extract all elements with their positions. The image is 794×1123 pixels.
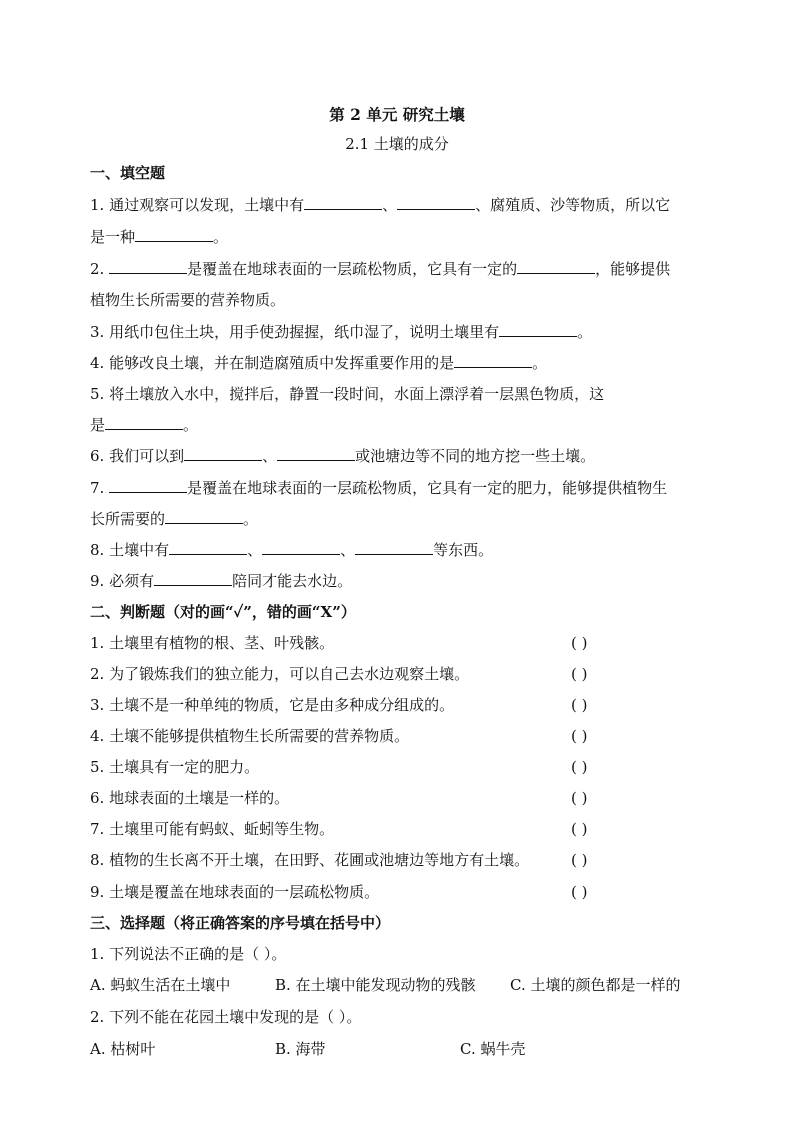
answer-parentheses[interactable]: ( ) [571,851,588,869]
answer-blank[interactable] [277,446,355,461]
choice-option-b[interactable]: B. 在土壤中能发现动物的残骸 [275,976,476,994]
fill-question-6: 6. 我们可以到 、 或池塘边等不同的地方挖一些土壤。 [90,447,596,465]
answer-parentheses[interactable]: ( ) [571,665,588,683]
answer-parentheses[interactable]: ( ) [571,696,588,714]
judge-item-3: 3. 土壤不是一种单纯的物质，它是由多种成分组成的。 [90,696,455,714]
choice-option-a[interactable]: A. 蚂蚁生活在土壤中 [90,976,231,994]
answer-blank[interactable] [169,540,247,555]
fill-question-2: 2. 是覆盖在地球表面的一层疏松物质，它具有一定的 ，能够提供 [90,260,671,278]
section-heading-multiple-choice: 三、选择题（将正确答案的序号填在括号中） [90,914,391,932]
choice-question-1: 1. 下列说法不正确的是（ ）。 [90,945,287,963]
judge-item-1: 1. 土壤里有植物的根、茎、叶残骸。 [90,634,335,652]
fill-question-5-cont: 是 。 [90,416,199,434]
judge-item-8: 8. 植物的生长离不开土壤，在田野、花圃或池塘边等地方有土壤。 [90,851,530,869]
fill-question-1-cont: 是一种 。 [90,228,229,246]
answer-blank[interactable] [517,259,595,274]
fill-question-8: 8. 土壤中有 、 、 等东西。 [90,541,494,559]
judge-item-7: 7. 土壤里可能有蚂蚁、蚯蚓等生物。 [90,820,335,838]
answer-blank[interactable] [397,195,475,210]
answer-parentheses[interactable]: ( ) [571,634,588,652]
answer-blank[interactable] [499,322,577,337]
fill-question-2-cont: 植物生长所需要的营养物质。 [90,291,286,309]
answer-blank[interactable] [165,509,243,524]
answer-blank[interactable] [105,415,183,430]
answer-parentheses[interactable]: ( ) [571,820,588,838]
judge-item-9: 9. 土壤是覆盖在地球表面的一层疏松物质。 [90,883,380,901]
answer-parentheses[interactable]: ( ) [571,758,588,776]
choice-option-b[interactable]: B. 海带 [275,1040,326,1058]
answer-parentheses[interactable]: ( ) [571,883,588,901]
answer-blank[interactable] [262,540,340,555]
section-heading-fill-blank: 一、填空题 [90,164,166,182]
answer-blank[interactable] [355,540,433,555]
fill-question-5: 5. 将土壤放入水中，搅拌后，静置一段时间，水面上漂浮着一层黑色物质，这 [90,385,605,403]
fill-question-1: 1. 通过观察可以发现，土壤中有 、 、腐殖质、沙等物质，所以它 [90,196,671,214]
answer-parentheses[interactable]: ( ) [571,789,588,807]
fill-question-7-cont: 长所需要的 。 [90,510,259,528]
answer-parentheses[interactable]: ( ) [571,727,588,745]
fill-question-9: 9. 必须有 陪同才能去水边。 [90,572,353,590]
answer-blank[interactable] [109,259,187,274]
choice-question-2: 2. 下列不能在花园土壤中发现的是（ ）。 [90,1008,362,1026]
answer-blank[interactable] [184,446,262,461]
judge-item-5: 5. 土壤具有一定的肥力。 [90,758,260,776]
answer-blank[interactable] [135,227,213,242]
answer-blank[interactable] [454,353,532,368]
choice-option-c[interactable]: C. 土壤的颜色都是一样的 [510,976,681,994]
fill-question-7: 7. 是覆盖在地球表面的一层疏松物质，它具有一定的肥力，能够提供植物生 [90,479,668,497]
judge-item-2: 2. 为了锻炼我们的独立能力，可以自己去水边观察土壤。 [90,665,470,683]
answer-blank[interactable] [154,571,232,586]
page-title: 第 2 单元 研究土壤 [329,105,465,124]
judge-item-4: 4. 土壤不能够提供植物生长所需要的营养物质。 [90,727,410,745]
choice-option-c[interactable]: C. 蜗牛壳 [460,1040,526,1058]
fill-question-3: 3. 用纸巾包住土块，用手使劲握握，纸巾湿了，说明土壤里有 。 [90,323,593,341]
answer-blank[interactable] [109,478,187,493]
page-subtitle: 2.1 土壤的成分 [345,135,449,153]
fill-question-4: 4. 能够改良土壤，并在制造腐殖质中发挥重要作用的是 。 [90,354,548,372]
answer-blank[interactable] [304,195,382,210]
judge-item-6: 6. 地球表面的土壤是一样的。 [90,789,290,807]
choice-option-a[interactable]: A. 枯树叶 [90,1040,156,1058]
section-heading-true-false: 二、判断题（对的画“✓”，错的画“X”） [90,603,356,621]
